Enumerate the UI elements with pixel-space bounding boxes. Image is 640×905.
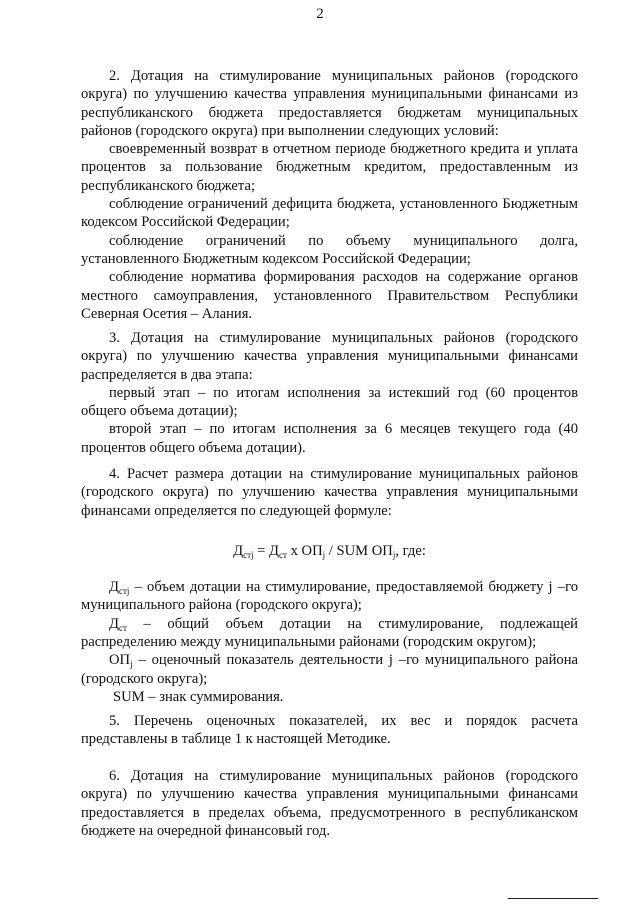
section-6 (81, 767, 578, 840)
section-3 (81, 329, 578, 457)
section-2 (81, 67, 578, 323)
section-6-text: 6. Дотация на стимулирование муниципальных районов (городского округа) по улучшению качества управления муниципальными финансами предоставляется в пределах объема, предусмотренного в республиканском бюджете на очередной финансовый год. (81, 768, 578, 839)
condition-1: своевременный возврат в отчетном периоде бюджетного кредита и уплата процентов за пользование бюджетным кредитом, предоставленным из республиканского бюджета; (81, 141, 578, 194)
definition-3: $ОП_j$ – оценочный показатель деятельности j –го муниципального района (городского округа); (81, 652, 578, 687)
condition-3: соблюдение ограничений по объему муниципального долга, установленного Бюджетным кодексом Российской Федерации; (81, 232, 578, 267)
stage-1: первый этап – по итогам исполнения за истекший год (60 процентов общего объема дотации); (81, 384, 578, 420)
definition-2: $Д_{ст}$ – общий объем дотации на стимулирование, подлежащей распределению между муниципальными районами (городским округом); (81, 615, 578, 651)
section-5-text: 5. Перечень оценочных показателей, их вес и порядок расчета представлены в таблице 1 к настоящей Методике. (81, 713, 578, 748)
definition-4: SUM – знак суммирования. (113, 688, 284, 705)
section-3-intro: 3. Дотация на стимулирование муниципальных районов (городского округа) по улучшению качества управления муниципальными финансами распределяется в два этапа: (81, 330, 578, 383)
condition-4: соблюдение норматива формирования расходов на содержание органов местного самоуправления, установленного Правительством Республики Северная Осетия – Алания. (81, 269, 578, 322)
stage-2: второй этап – по итогам исполнения за 6 месяцев текущего года (40 процентов общего объема дотации). (81, 421, 578, 456)
section-2-intro: 2. Дотация на стимулирование муниципальных районов (городского округа) по улучшению качества управления муниципальными финансами из республиканского бюджета предоставляется бюджетам муниципальных районов (городского округа) при выполнении следующих условий: (81, 68, 578, 139)
section-5 (81, 712, 578, 749)
definition-1: $Д_{стj}$ – объем дотации на стимулирование, предоставляемой бюджету j –го муниципального района (городского округа); (81, 579, 578, 614)
section-4 (81, 465, 578, 706)
footer-rule (508, 898, 598, 899)
formula: $Д_{стj} = Д_{ст}$ х $ОП_j$ / SUM $ОП_j$, где: (233, 542, 426, 560)
page-number: 2 (316, 6, 324, 22)
section-4-intro: 4. Расчет размера дотации на стимулирование муниципальных районов (городского округа) по улучшению качества управления муниципальными финансами определяется по следующей формуле: (81, 466, 578, 519)
condition-2: соблюдение ограничений дефицита бюджета, установленного Бюджетным кодексом Российской Федерации; (81, 196, 578, 231)
